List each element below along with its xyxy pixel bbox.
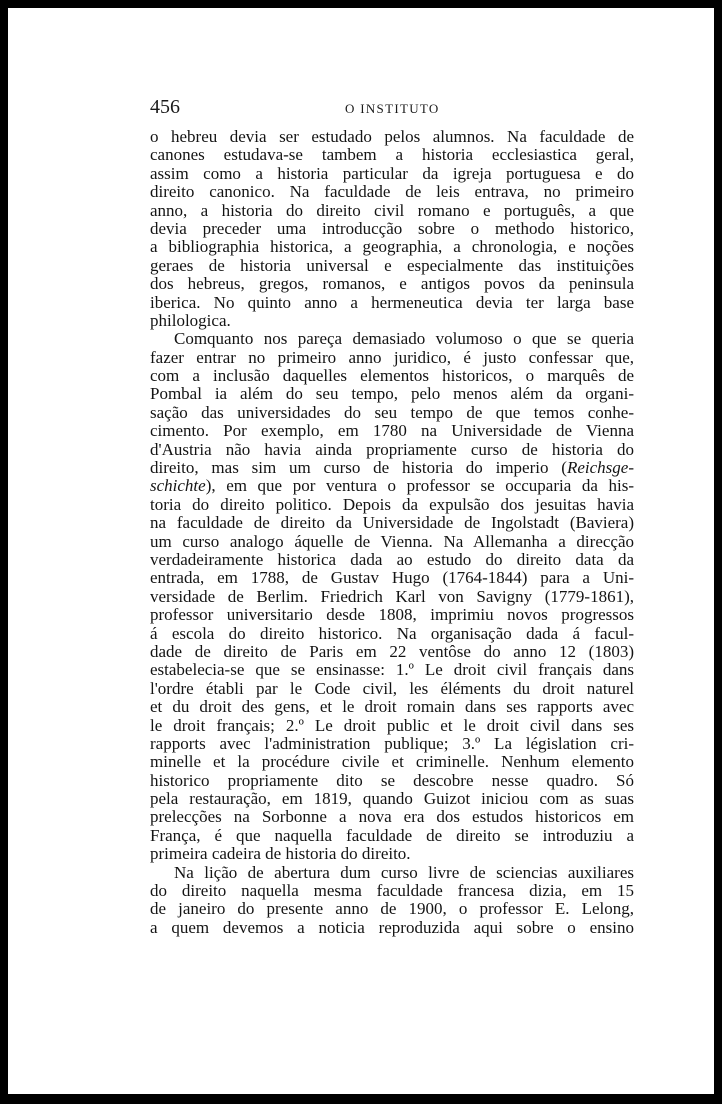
text-line [150,459,634,477]
text-line: pela restauração, em 1819, quando Guizot iniciou com as suas [150,789,634,809]
text-line: minelle et la procédure civile et criminelle. Nenhum elemento [150,752,634,772]
document-page [8,8,714,1094]
running-title: O INSTITUTO [345,101,440,116]
paragraph [150,330,634,863]
text-line: com a inclusão daquelles elementos historicos, o marquês de [150,366,634,386]
text-line: do direito naquella mesma faculdade francesa dizia, em 15 [150,881,634,901]
paragraph [150,864,634,938]
text-line: cimento. Por exemplo, em 1780 na Universidade de Vienna [150,421,634,441]
text-line: o hebreu devia ser estudado pelos alumnos. Na faculdade de [150,127,634,146]
text-line: primeira cadeira de historia do direito. [150,844,411,864]
text-line: dade de direito de Paris em 22 ventôse do anno 12 (1803) [150,641,634,661]
text-line: Pombal ia além do seu tempo, pelo menos além da organi- [150,384,634,404]
text-line: geraes de historia universal e especialmente das instituições [150,255,634,275]
text-line: fazer entrar no primeiro anno juridico, é justo confessar que, [150,347,634,367]
text-line: iberica. No quinto anno a hermeneutica devia ter larga base [150,292,634,312]
text-segment: ), em que por ventura o professor se occuparia da his- [205,476,634,496]
text-line: versidade de Berlim. Friedrich Karl von Savigny (1779-1861), [150,586,634,606]
text-line: França, é que naquella faculdade de direito se introduziu a [150,825,634,845]
text-line: d'Austria não havia ainda propriamente curso de historia do [150,439,634,459]
text-line: le droit français; 2.º Le droit public et le droit civil dans ses [150,715,634,735]
italic-term: Reichsge- [566,458,634,478]
text-line: prelecções na Sorbonne a nova era dos estudos historicos em [150,807,634,827]
text-line: verdadeiramente historica dada ao estudo do direito data da [150,549,634,569]
text-line: de janeiro do presente anno de 1900, o professor E. Lelong, [150,899,634,919]
text-segment: direito, mas sim um curso de historia do imperio ( [150,458,567,478]
body-text [150,128,634,937]
text-line [150,477,634,495]
text-line: a quem devemos a noticia reproduzida aqui sobre o ensino [150,917,634,937]
text-line: assim como a historia particular da igreja portuguesa e do [150,163,634,183]
text-line: canones estudava-se tambem a historia ecclesiastica geral, [150,145,634,165]
text-line: Na lição de abertura dum curso livre de sciencias auxiliares [174,862,634,882]
italic-term: schichte [150,476,206,496]
text-line: direito canonico. Na faculdade de leis entrava, no primeiro [150,182,634,202]
text-line: na faculdade de direito da Universidade de Ingolstadt (Baviera) [150,513,634,533]
text-line: Comquanto nos pareça demasiado volumoso o que se queria [174,329,634,349]
text-line: historico propriamente dito se descobre nesse quadro. Só [150,770,634,790]
paragraph [150,128,634,330]
text-line: sação das universidades do seu tempo de que temos conhe- [150,402,634,422]
text-line: professor universitario desde 1808, imprimiu novos progressos [150,605,634,625]
text-line: devia preceder uma introducção sobre o methodo historico, [150,218,634,238]
page-number: 456 [150,96,180,118]
text-line: a bibliographia historica, a geographia, a chronologia, e noções [150,237,634,257]
text-line: estabelecia-se que se ensinasse: 1.º Le droit civil français dans [150,660,634,680]
text-line: philologica. [150,310,231,330]
text-line: á escola do direito historico. Na organisação dada á facul- [150,623,634,643]
text-line: l'ordre établi par le Code civil, les éléments du droit naturel [150,678,634,698]
text-line: et du droit des gens, et le droit romain dans ses rapports avec [150,697,634,717]
page-header [150,96,634,120]
text-line: anno, a historia do direito civil romano e português, a que [150,200,634,220]
text-line: um curso analogo áquelle de Vienna. Na Allemanha a direcção [150,531,634,551]
text-line: dos hebreus, gregos, romanos, e antigos povos da peninsula [150,274,634,294]
text-line: entrada, em 1788, de Gustav Hugo (1764-1844) para a Uni- [150,568,634,588]
text-line: toria do direito politico. Depois da expulsão dos jesuitas havia [150,494,634,514]
text-line: rapports avec l'administration publique; 3.º La législation cri- [150,733,634,753]
